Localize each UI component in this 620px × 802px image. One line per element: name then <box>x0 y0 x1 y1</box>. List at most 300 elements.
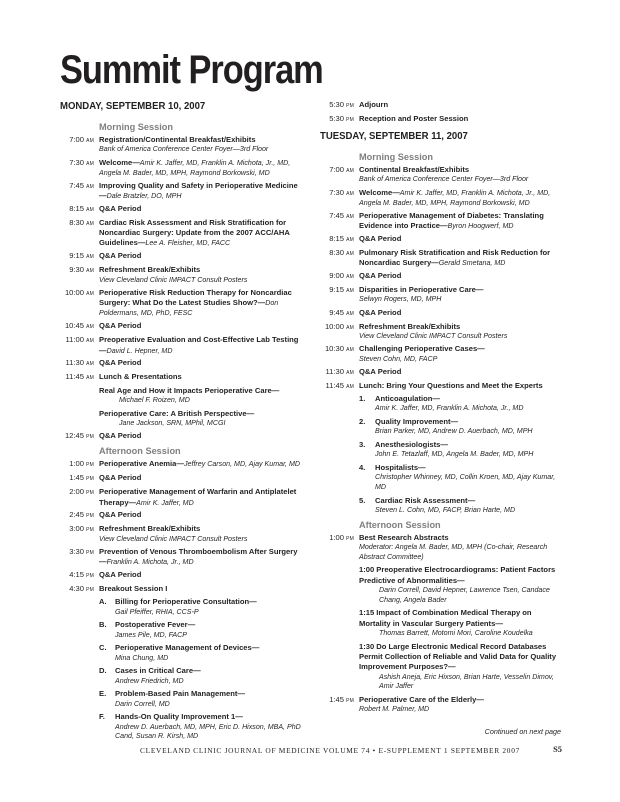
time-meridiem: PM <box>86 513 94 520</box>
time-meridiem: AM <box>346 324 354 331</box>
sub-item-label: 3. <box>359 439 366 449</box>
sub-item-title: 1:00 Preoperative Electrocardiograms: Patient Factors Predictive of Abnormalities— <box>359 565 556 585</box>
time-value: 12:45 <box>64 431 84 441</box>
sub-item-title: Problem-Based Pain Management— <box>115 689 245 699</box>
time-value: 3:30 <box>69 546 84 556</box>
schedule-item <box>60 218 305 249</box>
time-value: 1:45 <box>69 473 84 483</box>
sub-item-title: Quality Improvement— <box>375 416 459 426</box>
journal-footer: CLEVELAND CLINIC JOURNAL OF MEDICINE VOLUME 74 • E-SUPPLEMENT 1 SEPTEMBER 2007 <box>140 746 520 755</box>
item-details <box>359 248 565 269</box>
time-value: 7:30 <box>69 157 84 167</box>
time-value: 7:30 <box>329 187 344 197</box>
time-value: 10:00 <box>324 321 344 331</box>
item-details <box>99 135 305 155</box>
sub-item-title: 1:30 Do Large Electronic Medical Record Databases Permit Collection of Reliable and Valid Data for Quality Improvement Purposes?— <box>359 641 557 672</box>
time-meridiem: AM <box>86 361 94 368</box>
item-title-text: Adjourn <box>359 100 389 109</box>
item-title <box>99 288 305 319</box>
sub-item-title: Billing for Perioperative Consultation— <box>115 597 257 607</box>
time-value: 9:30 <box>69 265 84 275</box>
sub-item-speakers: Steven L. Cohn, MD, FACP, Brian Harte, MD <box>375 505 516 514</box>
time-meridiem: AM <box>346 383 354 390</box>
item-title <box>359 285 565 295</box>
time-meridiem: AM <box>346 274 354 281</box>
sub-item <box>99 712 305 742</box>
item-title-text: Q&A Period <box>359 234 402 244</box>
sub-item <box>359 608 565 638</box>
sub-item-title: Postoperative Fever— <box>115 620 196 630</box>
monday-column <box>60 100 305 745</box>
item-title <box>99 251 305 261</box>
time-value: 9:00 <box>329 271 344 281</box>
time-value: 11:00 <box>65 335 84 345</box>
time-meridiem: AM <box>86 338 94 345</box>
item-time <box>320 381 359 516</box>
sub-item-speakers: Ashish Aneja, Eric Hixson, Brian Harte, Vesselin Dimov, Amir Jaffer <box>379 672 554 691</box>
item-time <box>320 367 359 378</box>
item-time <box>60 547 99 568</box>
time-meridiem: AM <box>86 183 94 190</box>
item-details <box>359 322 565 342</box>
monday-evening-list <box>320 100 565 125</box>
item-title <box>359 234 565 244</box>
schedule-item <box>320 188 565 209</box>
time-value: 11:45 <box>65 372 84 382</box>
time-value: 3:00 <box>69 524 84 534</box>
item-title-text: Cardiac Risk Assessment and Risk Stratification for Noncardiac Surgery: Update from the 2007 ACC/AHA Guidelines— <box>99 217 290 248</box>
item-title-text: Lunch: Bring Your Questions and Meet the Experts <box>359 380 543 390</box>
sub-item-speakers: Thomas Barrett, Motomi Mori, Caroline Koudelka <box>379 628 533 637</box>
item-title-text: Q&A Period <box>359 307 402 317</box>
item-details <box>359 165 565 185</box>
item-note: Selwyn Rogers, MD, MPH <box>359 295 442 304</box>
sub-item-label: 5. <box>359 495 366 505</box>
sub-item <box>359 463 565 493</box>
item-details <box>359 234 565 245</box>
schedule-item <box>60 251 305 262</box>
item-title-text: Q&A Period <box>99 358 142 368</box>
item-speakers: David L. Hepner, MD <box>106 346 173 355</box>
item-speakers: Dale Bratzler, DO, MPH <box>106 192 182 201</box>
monday-morning-heading: Morning Session <box>99 122 174 132</box>
item-details <box>359 100 565 111</box>
item-time <box>60 321 99 332</box>
time-value: 11:30 <box>325 366 344 376</box>
item-title <box>359 271 565 281</box>
sub-item-label: C. <box>99 643 107 653</box>
item-title-text: Perioperative Care of the Elderly— <box>359 694 484 704</box>
sub-item-speakers: Darin Correll, David Hepner, Lawrence Tsen, Candace Chang, Angela Bader <box>379 585 550 604</box>
item-title-text: Lunch & Presentations <box>99 372 182 382</box>
item-title <box>359 100 565 110</box>
time-value: 9:15 <box>69 251 84 261</box>
schedule-item <box>320 322 565 342</box>
item-speakers: Byron Hoogwerf, MD <box>447 222 514 231</box>
item-time <box>320 165 359 185</box>
sub-item-body <box>375 440 565 460</box>
item-title <box>99 321 305 331</box>
time-value: 1:00 <box>69 459 84 469</box>
item-title <box>99 547 305 568</box>
item-time <box>60 431 99 442</box>
item-details <box>359 344 565 364</box>
item-time <box>60 181 99 202</box>
item-title <box>359 344 565 354</box>
sub-item <box>99 597 305 617</box>
item-title-text: Challenging Perioperative Cases— <box>359 344 485 354</box>
sub-item <box>99 643 305 663</box>
item-title <box>359 211 565 232</box>
sub-item-speakers: Mina Chung, MD <box>115 653 169 662</box>
item-details <box>99 181 305 202</box>
sub-item <box>359 394 565 414</box>
item-speakers: Amir K. Jaffer, MD <box>136 498 194 507</box>
monday-afternoon-list <box>60 459 305 742</box>
schedule-item <box>60 524 305 544</box>
time-meridiem: PM <box>86 434 94 441</box>
page-title: Summit Program <box>60 48 323 92</box>
item-details <box>99 251 305 262</box>
item-title-text: Q&A Period <box>99 510 142 520</box>
item-time <box>60 358 99 369</box>
item-details <box>359 285 565 305</box>
item-speakers: Amir K. Jaffer, MD, Franklin A. Michota, Jr., MD, Angela M. Bader, MD, MPH, Raymond Borkowski, MD <box>359 188 551 208</box>
sub-item-body <box>115 597 305 617</box>
item-note: Steven Cohn, MD, FACP <box>359 354 438 363</box>
item-title <box>99 135 305 145</box>
item-details <box>359 381 565 516</box>
monday-heading: MONDAY, SEPTEMBER 10, 2007 <box>60 101 206 112</box>
time-value: 7:00 <box>329 165 344 175</box>
item-time <box>320 271 359 282</box>
sub-item-label: 1. <box>359 393 366 403</box>
item-time <box>320 308 359 319</box>
item-time <box>320 188 359 209</box>
item-time <box>320 695 359 715</box>
schedule-item <box>320 308 565 319</box>
schedule-item <box>320 344 565 364</box>
schedule-item <box>320 367 565 378</box>
sub-item <box>359 496 565 516</box>
sub-item-body <box>359 608 565 638</box>
time-meridiem: PM <box>86 462 94 469</box>
sub-item-speakers: Andrew Friedrich, MD <box>115 676 184 685</box>
time-meridiem: AM <box>346 369 354 376</box>
schedule-item <box>320 695 565 715</box>
sub-item <box>359 417 565 437</box>
item-time <box>60 372 99 428</box>
sub-item-label: A. <box>99 597 107 607</box>
item-time <box>320 248 359 269</box>
item-note: Moderator: Angela M. Bader, MD, MPH (Co-chair, Research Abstract Committee) <box>359 542 548 561</box>
item-time <box>320 533 359 692</box>
item-time <box>60 218 99 249</box>
item-details <box>99 158 305 179</box>
item-title-text: Refreshment Break/Exhibits <box>99 524 201 534</box>
sub-item-label: B. <box>99 620 107 630</box>
item-speakers: Gerald Smetana, MD <box>438 259 506 268</box>
schedule-item <box>60 181 305 202</box>
item-title <box>99 204 305 214</box>
schedule-item <box>320 285 565 305</box>
item-title <box>359 533 565 543</box>
schedule-item <box>320 271 565 282</box>
item-title <box>359 322 565 332</box>
schedule-item <box>60 487 305 508</box>
schedule-item <box>60 584 305 742</box>
time-meridiem: PM <box>346 103 354 109</box>
time-meridiem: AM <box>346 168 354 175</box>
sub-item-body <box>375 417 565 437</box>
item-time <box>60 570 99 581</box>
item-title <box>99 524 305 534</box>
sub-item-speakers: James Pile, MD, FACP <box>115 630 188 639</box>
time-value: 5:30 <box>329 113 344 123</box>
schedule-item <box>60 335 305 356</box>
sub-item-title: 1:15 Impact of Combination Medical Therapy on Mortality in Vascular Surgery Patients— <box>359 608 532 628</box>
item-title <box>359 308 565 318</box>
item-details <box>359 367 565 378</box>
schedule-item <box>60 158 305 179</box>
item-title-text: Q&A Period <box>99 473 142 483</box>
item-title <box>359 165 565 175</box>
page-number: S5 <box>553 745 562 754</box>
tuesday-afternoon-list <box>320 533 565 715</box>
schedule-item <box>60 288 305 319</box>
time-value: 9:45 <box>329 307 344 317</box>
item-title <box>359 367 565 377</box>
time-meridiem: AM <box>86 160 94 167</box>
item-time <box>320 285 359 305</box>
item-time <box>60 459 99 470</box>
item-title-text: Q&A Period <box>99 431 142 441</box>
time-meridiem: AM <box>86 375 94 382</box>
sub-item-label: D. <box>99 666 107 676</box>
item-title-text: Best Research Abstracts <box>359 532 449 542</box>
monday-morning-list <box>60 135 305 442</box>
item-title <box>99 570 305 580</box>
sub-item <box>99 689 305 709</box>
item-title-text: Breakout Session I <box>99 584 168 593</box>
item-details <box>99 372 305 428</box>
tuesday-afternoon-heading: Afternoon Session <box>359 519 441 530</box>
item-speakers: Jeffrey Carson, MD, Ajay Kumar, MD <box>183 460 301 469</box>
time-value: 8:15 <box>69 203 84 213</box>
item-title <box>99 358 305 368</box>
time-meridiem: PM <box>346 697 354 704</box>
sub-item-body <box>99 386 305 406</box>
item-details <box>99 288 305 319</box>
schedule-item <box>320 100 565 111</box>
item-title-text: Disparities in Perioperative Care— <box>359 285 484 295</box>
item-speakers: Franklin A. Michota, Jr., MD <box>106 558 194 567</box>
tuesday-morning-list <box>320 165 565 516</box>
item-details <box>359 211 565 232</box>
item-details <box>99 431 305 442</box>
sub-item-label: E. <box>99 689 107 699</box>
time-meridiem: AM <box>86 206 94 213</box>
item-note: View Cleveland Clinic IMPACT Consult Posters <box>99 275 248 284</box>
tuesday-morning-heading: Morning Session <box>359 152 434 163</box>
time-value: 11:45 <box>325 380 344 390</box>
item-time <box>60 265 99 285</box>
schedule-item <box>60 459 305 470</box>
item-time <box>320 211 359 232</box>
item-details <box>359 271 565 282</box>
item-details <box>99 335 305 356</box>
item-title-text: Q&A Period <box>359 271 402 281</box>
item-time <box>60 288 99 319</box>
item-title <box>359 695 565 705</box>
item-time <box>60 335 99 356</box>
item-details <box>99 204 305 215</box>
item-title-text: Refreshment Break/Exhibits <box>359 321 461 331</box>
time-value: 9:15 <box>329 285 344 295</box>
item-speakers: Lee A. Fleisher, MD, FACC <box>145 239 231 248</box>
sub-item-speakers: Brian Parker, MD, Andrew D. Auerbach, MD, MPH <box>375 427 533 436</box>
item-title-text: Prevention of Venous Thromboembolism After Surgery— <box>99 546 298 567</box>
time-value: 7:00 <box>69 135 84 144</box>
time-meridiem: PM <box>346 116 354 123</box>
item-details <box>99 547 305 568</box>
sub-item-body <box>115 666 305 686</box>
item-details <box>99 524 305 544</box>
sub-item <box>99 666 305 686</box>
sub-item-body <box>359 565 565 605</box>
time-meridiem: PM <box>346 535 354 542</box>
schedule-item <box>60 570 305 581</box>
tuesday-column <box>320 100 565 717</box>
item-time <box>320 100 359 111</box>
schedule-item <box>320 165 565 185</box>
item-speakers: Don Poldermans, MD, PhD, FESC <box>99 299 279 318</box>
tuesday-heading: TUESDAY, SEPTEMBER 11, 2007 <box>320 131 468 143</box>
item-title-text: Registration/Continental Breakfast/Exhibits <box>99 135 256 144</box>
sub-item-body <box>375 496 565 516</box>
sub-item-body <box>99 409 305 429</box>
item-details <box>99 510 305 521</box>
time-meridiem: AM <box>86 324 94 331</box>
sub-item-speakers: Jane Jackson, SRN, MPhil, MCGI <box>119 418 226 427</box>
sub-item-title: Perioperative Management of Devices— <box>115 643 260 653</box>
sub-item-body <box>115 689 305 709</box>
item-title-text: Q&A Period <box>359 366 402 376</box>
sub-item-speakers: Amir K. Jaffer, MD, Franklin A. Michota, Jr., MD <box>375 404 524 413</box>
item-title-text: Q&A Period <box>99 570 142 580</box>
item-time <box>60 158 99 179</box>
sub-item-title: Hands-On Quality Improvement 1— <box>115 712 243 722</box>
schedule-item <box>320 211 565 232</box>
item-title-text: Refreshment Break/Exhibits <box>99 265 201 275</box>
time-meridiem: AM <box>86 220 94 227</box>
time-meridiem: PM <box>86 587 94 593</box>
item-title-text: Continental Breakfast/Exhibits <box>359 165 470 175</box>
item-details <box>99 570 305 581</box>
item-title-text: Preoperative Evaluation and Cost-Effective Lab Testing— <box>99 335 299 355</box>
item-time <box>60 584 99 742</box>
time-meridiem: AM <box>86 290 94 297</box>
time-value: 11:30 <box>65 358 84 368</box>
item-time <box>60 510 99 521</box>
item-title <box>359 114 565 124</box>
sub-item-body <box>115 620 305 640</box>
item-title <box>99 431 305 441</box>
item-title-text: Perioperative Management of Diabetes: Translating Evidence into Practice— <box>359 210 544 231</box>
sub-item-label: F. <box>99 712 105 722</box>
sub-item-title: Cardiac Risk Assessment— <box>375 495 476 505</box>
item-title-text: Pulmonary Risk Stratification and Risk Reduction for Noncardiac Surgery— <box>359 248 551 268</box>
item-time <box>60 135 99 155</box>
schedule-item <box>60 358 305 369</box>
item-title <box>99 158 305 179</box>
time-meridiem: AM <box>346 310 354 317</box>
sub-item <box>99 386 305 406</box>
item-time <box>320 344 359 364</box>
schedule-item <box>60 321 305 332</box>
sub-item <box>99 409 305 429</box>
time-value: 2:00 <box>69 487 84 497</box>
sub-item-body <box>115 712 305 742</box>
sub-item-title: Real Age and How it Impacts Perioperative Care— <box>99 385 280 395</box>
schedule-item <box>60 372 305 428</box>
item-details <box>99 584 305 742</box>
time-value: 10:30 <box>324 344 344 354</box>
item-title <box>359 381 565 391</box>
time-meridiem: PM <box>86 573 94 580</box>
item-title-text: Perioperative Anemia— <box>99 459 184 469</box>
time-value: 1:00 <box>329 532 344 542</box>
sub-item <box>359 565 565 605</box>
schedule-item <box>320 248 565 269</box>
item-title <box>99 510 305 520</box>
sub-item-body <box>359 642 565 692</box>
time-value: 2:45 <box>69 510 84 520</box>
time-meridiem: AM <box>86 254 94 261</box>
item-note: Robert M. Palmer, MD <box>359 704 430 713</box>
item-title <box>99 487 305 508</box>
item-speakers: Amir K. Jaffer, MD, Franklin A. Michota, Jr., MD, Angela M. Bader, MD, MPH, Raymond Borkowski, MD <box>99 158 291 177</box>
schedule-item <box>60 547 305 568</box>
time-meridiem: AM <box>86 268 94 275</box>
time-meridiem: AM <box>346 190 354 197</box>
item-note: View Cleveland Clinic IMPACT Consult Posters <box>99 534 248 543</box>
time-meridiem: AM <box>86 138 94 144</box>
schedule-item <box>320 234 565 245</box>
item-details <box>99 459 305 470</box>
item-title <box>99 473 305 483</box>
sub-item-speakers: Michael F. Roizen, MD <box>119 395 190 404</box>
schedule-item <box>60 473 305 484</box>
item-title <box>359 248 565 269</box>
item-note: View Cleveland Clinic IMPACT Consult Posters <box>359 331 508 340</box>
time-value: 10:45 <box>64 321 84 331</box>
item-title-text: Q&A Period <box>99 203 142 213</box>
sub-item <box>359 642 565 692</box>
time-meridiem: AM <box>346 213 354 220</box>
item-details <box>359 114 565 125</box>
item-title-text: Q&A Period <box>99 251 142 261</box>
sub-item-body <box>375 394 565 414</box>
sub-item-title: Perioperative Care: A British Perspective— <box>99 408 255 418</box>
time-value: 5:30 <box>329 100 344 109</box>
monday-afternoon-heading: Afternoon Session <box>99 446 181 457</box>
schedule-item <box>60 431 305 442</box>
time-value: 8:15 <box>329 234 344 244</box>
item-time <box>60 473 99 484</box>
schedule-item <box>320 533 565 692</box>
item-details <box>359 188 565 209</box>
